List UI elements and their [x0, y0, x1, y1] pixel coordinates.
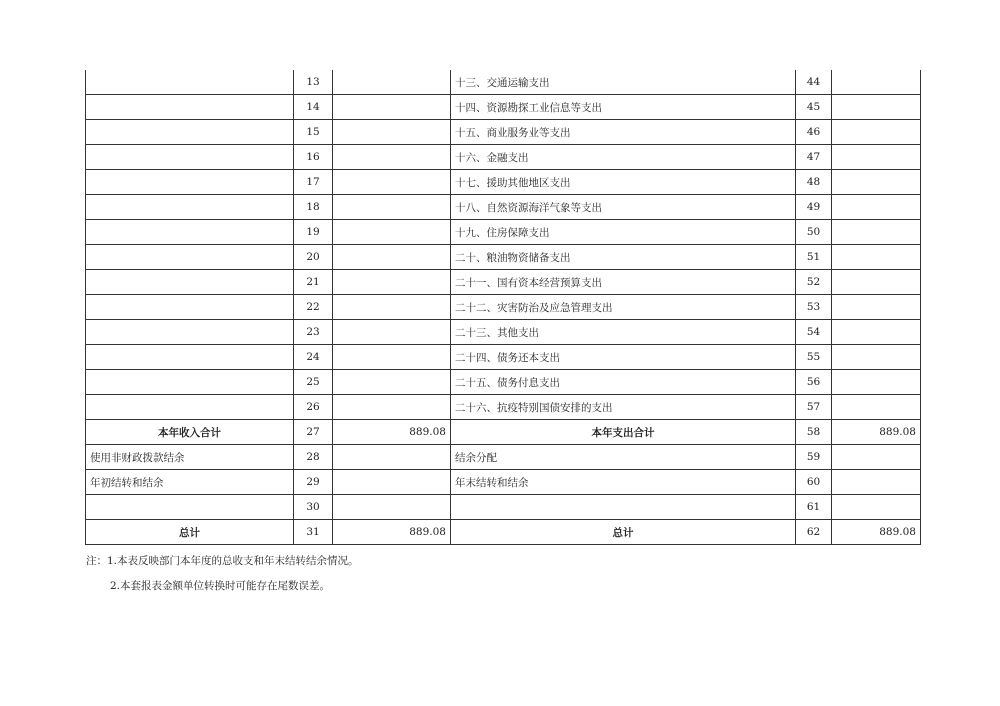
income-amount-cell: [333, 245, 451, 270]
income-label-cell: [86, 320, 294, 345]
income-label-cell: [86, 295, 294, 320]
income-amount-cell: [333, 145, 451, 170]
expense-label-cell: 二十四、债务还本支出: [451, 345, 796, 370]
expense-label-cell: 十六、金融支出: [451, 145, 796, 170]
income-label-cell: 总计: [86, 520, 294, 545]
expense-amount-cell: [832, 145, 921, 170]
expense-row-number-cell: 55: [796, 345, 832, 370]
income-label-cell: [86, 345, 294, 370]
income-label-cell: [86, 145, 294, 170]
income-row-number-cell: 24: [294, 345, 333, 370]
table-row: [86, 520, 921, 545]
expense-amount-cell: [832, 270, 921, 295]
expense-amount-cell: [832, 445, 921, 470]
expense-amount-cell: [832, 170, 921, 195]
expense-label-cell: 二十一、国有资本经营预算支出: [451, 270, 796, 295]
expense-label-cell: 十九、住房保障支出: [451, 220, 796, 245]
expense-label-cell: [451, 495, 796, 520]
expense-row-number-cell: 47: [796, 145, 832, 170]
expense-label-cell: 十八、自然资源海洋气象等支出: [451, 195, 796, 220]
expense-label-cell: 二十、粮油物资储备支出: [451, 245, 796, 270]
table-row: [86, 345, 921, 370]
table-row: [86, 70, 921, 95]
expense-row-number-cell: 52: [796, 270, 832, 295]
income-amount-cell: [333, 70, 451, 95]
table-row: [86, 295, 921, 320]
income-amount-cell: [333, 95, 451, 120]
expense-label-cell: 本年支出合计: [451, 420, 796, 445]
expense-amount-cell: [832, 320, 921, 345]
expense-label-cell: 年末结转和结余: [451, 470, 796, 495]
table-row: [86, 420, 921, 445]
expense-row-number-cell: 59: [796, 445, 832, 470]
income-row-number-cell: 28: [294, 445, 333, 470]
income-row-number-cell: 31: [294, 520, 333, 545]
income-label-cell: [86, 245, 294, 270]
income-amount-cell: [333, 495, 451, 520]
income-row-number-cell: 26: [294, 395, 333, 420]
expense-amount-cell: [832, 495, 921, 520]
income-amount-cell: [333, 395, 451, 420]
income-label-cell: [86, 195, 294, 220]
expense-amount-cell: [832, 295, 921, 320]
income-row-number-cell: 15: [294, 120, 333, 145]
expense-amount-cell: [832, 395, 921, 420]
table-row: [86, 195, 921, 220]
note-line-1: 注：1.本表反映部门本年度的总收支和年末结转结余情况。: [86, 555, 359, 567]
income-row-number-cell: 22: [294, 295, 333, 320]
expense-label-cell: 二十二、灾害防治及应急管理支出: [451, 295, 796, 320]
income-row-number-cell: 17: [294, 170, 333, 195]
income-label-cell: [86, 170, 294, 195]
expense-row-number-cell: 57: [796, 395, 832, 420]
expense-label-cell: 十五、商业服务业等支出: [451, 120, 796, 145]
table-row: [86, 145, 921, 170]
expense-label-cell: 总计: [451, 520, 796, 545]
income-row-number-cell: 25: [294, 370, 333, 395]
income-row-number-cell: 14: [294, 95, 333, 120]
table-row: [86, 370, 921, 395]
expense-amount-cell: [832, 195, 921, 220]
expense-amount-cell: [832, 345, 921, 370]
income-label-cell: [86, 370, 294, 395]
income-amount-cell: [333, 170, 451, 195]
expense-amount-cell: [832, 470, 921, 495]
income-row-number-cell: 29: [294, 470, 333, 495]
income-amount-cell: [333, 120, 451, 145]
income-row-number-cell: 16: [294, 145, 333, 170]
income-amount-cell: [333, 220, 451, 245]
income-amount-cell: [333, 370, 451, 395]
income-label-cell: [86, 120, 294, 145]
expense-amount-cell: [832, 120, 921, 145]
table-row: [86, 445, 921, 470]
income-row-number-cell: 30: [294, 495, 333, 520]
expense-row-number-cell: 62: [796, 520, 832, 545]
income-amount-cell: 889.08: [333, 520, 451, 545]
table-row: [86, 245, 921, 270]
income-label-cell: [86, 70, 294, 95]
table-row: [86, 170, 921, 195]
table-row: [86, 220, 921, 245]
income-amount-cell: [333, 445, 451, 470]
income-row-number-cell: 19: [294, 220, 333, 245]
expense-amount-cell: 889.08: [832, 420, 921, 445]
expense-row-number-cell: 51: [796, 245, 832, 270]
expense-row-number-cell: 56: [796, 370, 832, 395]
income-label-cell: [86, 395, 294, 420]
budget-table: [85, 70, 921, 545]
table-row: [86, 120, 921, 145]
expense-amount-cell: [832, 70, 921, 95]
expense-label-cell: 二十六、抗疫特别国债安排的支出: [451, 395, 796, 420]
expense-amount-cell: [832, 370, 921, 395]
table-notes: [86, 551, 359, 596]
income-label-cell: [86, 95, 294, 120]
expense-amount-cell: 889.08: [832, 520, 921, 545]
expense-row-number-cell: 53: [796, 295, 832, 320]
income-amount-cell: [333, 470, 451, 495]
expense-row-number-cell: 48: [796, 170, 832, 195]
table-row: [86, 95, 921, 120]
income-amount-cell: [333, 320, 451, 345]
expense-row-number-cell: 50: [796, 220, 832, 245]
expense-amount-cell: [832, 95, 921, 120]
income-amount-cell: [333, 295, 451, 320]
income-label-cell: [86, 220, 294, 245]
expense-label-cell: 二十三、其他支出: [451, 320, 796, 345]
income-row-number-cell: 23: [294, 320, 333, 345]
note-line-2: 2.本套报表金额单位转换时可能存在尾数误差。: [110, 580, 331, 592]
income-row-number-cell: 20: [294, 245, 333, 270]
expense-amount-cell: [832, 220, 921, 245]
expense-row-number-cell: 60: [796, 470, 832, 495]
income-label-cell: 使用非财政拨款结余: [86, 445, 294, 470]
income-amount-cell: [333, 345, 451, 370]
expense-row-number-cell: 46: [796, 120, 832, 145]
expense-label-cell: 十三、交通运输支出: [451, 70, 796, 95]
income-amount-cell: [333, 270, 451, 295]
income-label-cell: [86, 495, 294, 520]
table-body: [86, 70, 921, 545]
expense-row-number-cell: 54: [796, 320, 832, 345]
income-label-cell: [86, 270, 294, 295]
expense-label-cell: 十四、资源勘探工业信息等支出: [451, 95, 796, 120]
income-row-number-cell: 21: [294, 270, 333, 295]
income-row-number-cell: 27: [294, 420, 333, 445]
table-row: [86, 270, 921, 295]
expense-row-number-cell: 49: [796, 195, 832, 220]
table-row: [86, 470, 921, 495]
table-row: [86, 320, 921, 345]
expense-row-number-cell: 45: [796, 95, 832, 120]
income-label-cell: 本年收入合计: [86, 420, 294, 445]
income-row-number-cell: 13: [294, 70, 333, 95]
income-row-number-cell: 18: [294, 195, 333, 220]
expense-row-number-cell: 58: [796, 420, 832, 445]
table-row: [86, 395, 921, 420]
expense-label-cell: 二十五、债务付息支出: [451, 370, 796, 395]
table-row: [86, 495, 921, 520]
expense-row-number-cell: 61: [796, 495, 832, 520]
expense-label-cell: 十七、援助其他地区支出: [451, 170, 796, 195]
expense-row-number-cell: 44: [796, 70, 832, 95]
expense-amount-cell: [832, 245, 921, 270]
income-label-cell: 年初结转和结余: [86, 470, 294, 495]
income-amount-cell: [333, 195, 451, 220]
income-amount-cell: 889.08: [333, 420, 451, 445]
expense-label-cell: 结余分配: [451, 445, 796, 470]
